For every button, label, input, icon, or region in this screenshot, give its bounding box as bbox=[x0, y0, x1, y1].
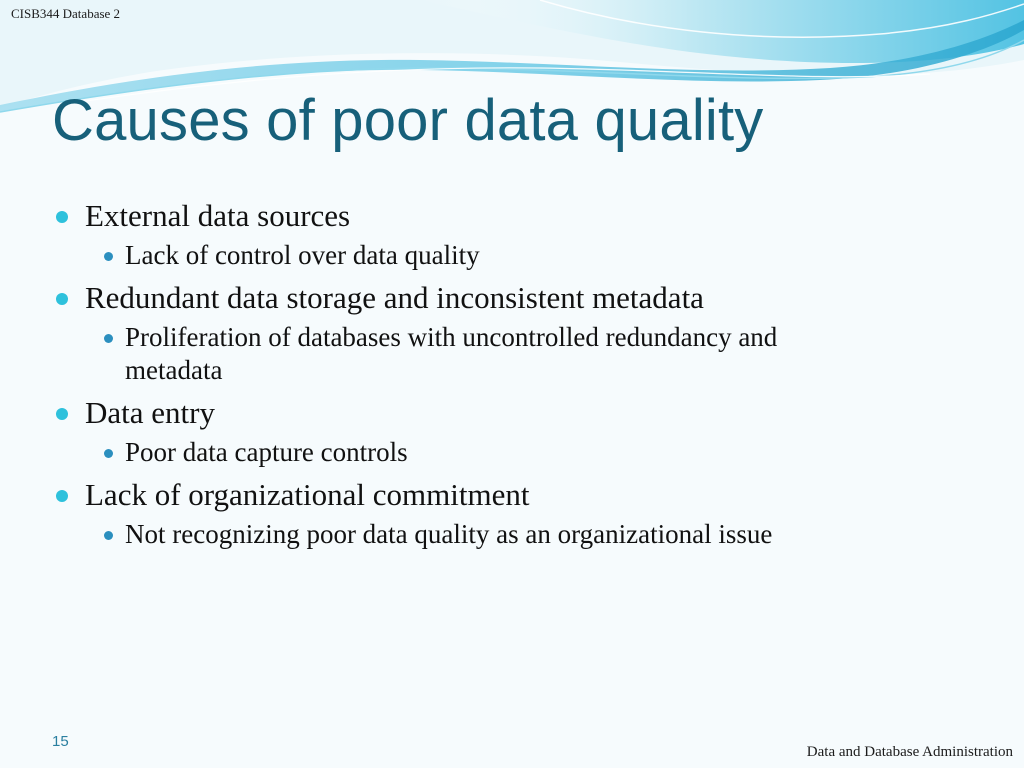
sub-bullet-text: Not recognizing poor data quality as an organizational issue bbox=[125, 519, 773, 549]
bullet-dot-icon bbox=[56, 211, 68, 223]
list-item bbox=[52, 280, 952, 316]
sub-bullet-text: Proliferation of databases with uncontrolled redundancy and metadata bbox=[125, 322, 778, 385]
sub-list-item bbox=[52, 321, 825, 387]
sub-bullet-dot-icon bbox=[104, 531, 113, 540]
bullet-text: External data sources bbox=[85, 198, 351, 233]
sub-list-item bbox=[52, 239, 952, 272]
bullet-text: Lack of organizational commitment bbox=[85, 477, 530, 512]
sub-bullet-dot-icon bbox=[104, 449, 113, 458]
list-item bbox=[52, 198, 952, 234]
bullet-dot-icon bbox=[56, 490, 68, 502]
bullet-text: Redundant data storage and inconsistent metadata bbox=[85, 280, 704, 315]
course-header: CISB344 Database 2 bbox=[11, 6, 121, 21]
sub-list-item bbox=[52, 436, 952, 469]
bullet-dot-icon bbox=[56, 293, 68, 305]
page-number: 15 bbox=[52, 733, 69, 750]
slide-title: Causes of poor data quality bbox=[52, 88, 764, 153]
sub-bullet-text: Poor data capture controls bbox=[125, 437, 408, 467]
bullet-group-organizational-commitment bbox=[52, 477, 952, 551]
bullet-dot-icon bbox=[56, 408, 68, 420]
bullet-group-data-entry bbox=[52, 395, 952, 469]
bullet-group-external-data-sources bbox=[52, 198, 952, 272]
sub-bullet-text: Lack of control over data quality bbox=[125, 240, 480, 270]
bullet-group-redundant-data-storage bbox=[52, 280, 952, 387]
list-item bbox=[52, 477, 952, 513]
list-item bbox=[52, 395, 952, 431]
bullet-list bbox=[52, 198, 952, 551]
sub-list-item bbox=[52, 518, 1005, 551]
sub-bullet-dot-icon bbox=[104, 334, 113, 343]
footer-title: Data and Database Administration bbox=[806, 744, 1013, 760]
sub-bullet-dot-icon bbox=[104, 252, 113, 261]
bullet-text: Data entry bbox=[85, 395, 215, 430]
